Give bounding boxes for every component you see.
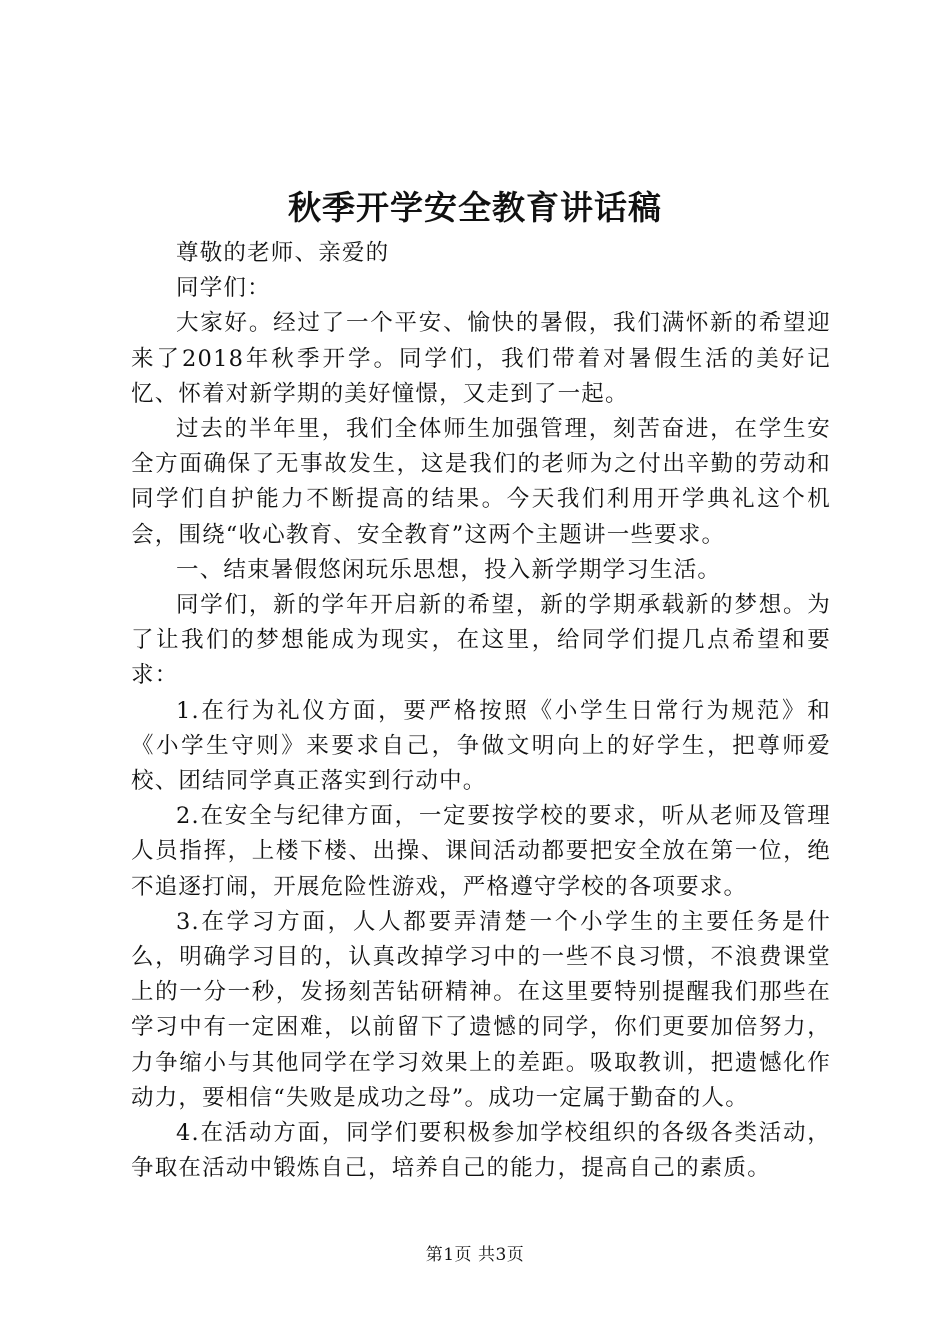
section-heading-1: 一、结束暑假悠闲玩乐思想，投入新学期学习生活。 bbox=[176, 556, 722, 583]
salutation-line-1: 尊敬的老师、亲爱的 bbox=[176, 240, 390, 266]
list-item-4: 4.在活动方面，同学们要积极参加学校组织的各级各类活动，争取在活动中锻炼自己，培养自己的能力，提高自己的素质。 bbox=[131, 1120, 831, 1182]
document-title: 秋季开学安全教育讲话稿 bbox=[288, 188, 662, 227]
document-body bbox=[131, 236, 831, 1186]
salutation-line-2: 同学们： bbox=[176, 275, 271, 302]
page-number-footer: 第1页 共3页 bbox=[425, 1245, 525, 1265]
paragraph-greeting: 大家好。经过了一个平安、愉快的暑假，我们满怀新的希望迎来了2018年秋季开学。同学们，我们带着对暑假生活的美好记忆、怀着对新学期的美好憧憬，又走到了一起。 bbox=[131, 310, 831, 407]
paragraph-past-half-year: 过去的半年里，我们全体师生加强管理，刻苦奋进，在学生安全方面确保了无事故发生，这是我们的老师为之付出辛勤的劳动和同学们自护能力不断提高的结果。今天我们利用开学典礼这个机会，围绕“收心教育、安全教育”这两个主题讲一些要求。 bbox=[131, 416, 831, 548]
list-item-1: 1.在行为礼仪方面，要严格按照《小学生日常行为规范》和《小学生守则》来要求自己，争做文明向上的好学生，把尊师爱校、团结同学真正落实到行动中。 bbox=[131, 697, 831, 795]
list-item-2: 2.在安全与纪律方面，一定要按学校的要求，听从老师及管理人员指挥，上楼下楼、出操、课间活动都要把安全放在第一位，绝不追逐打闹，开展危险性游戏，严格遵守学校的各项要求。 bbox=[131, 803, 831, 900]
list-item-3: 3.在学习方面，人人都要弄清楚一个小学生的主要任务是什么，明确学习目的，认真改掉学习中的一些不良习惯，不浪费课堂上的一分一秒，发扬刻苦钻研精神。在这里要特别提醒我们那些在学习中有一定困难，以前留下了遗憾的同学，你们更要加倍努力，力争缩小与其他同学在学习效果上的差距。吸取教训，把遗憾化作动力，要相信“失败是成功之母”。成功一定属于勤奋的人。 bbox=[131, 908, 831, 1111]
paragraph-new-semester: 同学们，新的学年开启新的希望，新的学期承载新的梦想。为了让我们的梦想能成为现实，在这里，给同学们提几点希望和要求： bbox=[131, 592, 831, 689]
